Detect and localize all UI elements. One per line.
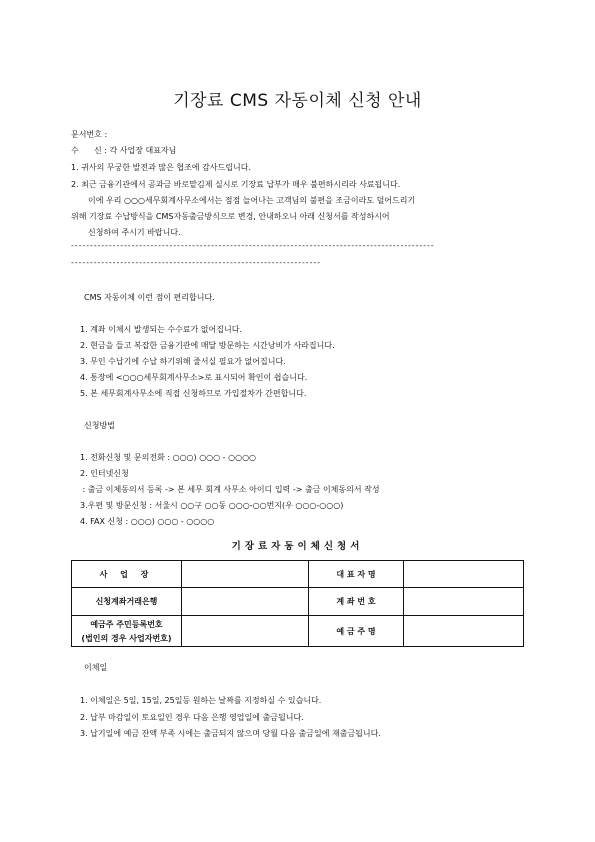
benefit-item: 4. 통장에 <○○○세무회계사무소>로 표시되어 확인이 쉽습니다. [80,373,308,382]
method-heading: 신청방법 [84,421,115,430]
holder-field[interactable] [404,616,524,647]
id-number-field[interactable] [182,616,309,647]
benefit-item: 3. 무인 수납기에 수납 하기위해 줄서실 필요가 없어집니다. [80,357,286,366]
business-field[interactable] [182,561,309,588]
dashed-separator-1: ------------------------------------------------------------------------------------------------ [71,241,435,250]
benefit-item: 2. 현금을 들고 복잡한 금융기관에 매달 방문하는 시간낭비가 사라집니다. [80,341,335,350]
account-label: 계 좌 번 호 [309,588,404,616]
transfer-heading: 이체일 [84,663,108,672]
id-number-label-line2: (법인의 경우 사업자번호) [81,633,172,643]
benefit-item: 1. 계좌 이체시 발생되는 수수료가 없어집니다. [80,325,242,334]
id-number-label-line1: 예금주 주민등록번호 [90,619,163,629]
method-item: 3.우편 및 방문신청 : 서울시 ○○구 ○○동 ○○○-○○번지(우 ○○○-○○○) [80,501,344,510]
method-item: 4. FAX 신청 : ○○○) ○○○ - ○○○○ [80,517,215,526]
representative-label: 대 표 자 명 [309,561,404,588]
paragraph-5: 신청하여 주시기 바랍니다. [88,228,181,237]
dashed-separator-2: ------------------------------------------------------------------ [71,258,321,267]
paragraph-2: 2. 최근 금융기관에서 공과금 바로맡김제 실시로 기장료 납부가 매우 불편하시리라 사료됩니다. [71,180,401,189]
business-label: 사 업 장 [72,561,182,588]
recipient: 수 신 : 각 사업장 대표자님 [71,146,177,155]
holder-label: 예 금 주 명 [309,616,404,647]
application-form-table [71,560,524,647]
paragraph-1: 1. 귀사의 무궁한 발전과 많은 협조에 감사드립니다. [71,163,251,172]
document-title: 기장료 CMS 자동이체 신청 안내 [173,91,422,111]
transfer-item: 3. 납기일에 예금 잔액 부족 시에는 출금되지 않으며 당월 다음 출금일에 재출금됩니다. [80,729,381,738]
benefits-heading: CMS 자동이체 이런 점이 편리합니다. [84,293,215,302]
method-item: 2. 인터넷신청 [80,469,129,478]
representative-field[interactable] [404,561,524,588]
id-number-label [72,616,182,647]
method-item: : 출금 이체동의서 등록 -> 본 세무 회계 사무소 아이디 입력 -> 출금 이체동의서 작성 [80,485,380,494]
paragraph-3: 이에 우리 ○○○세무회계사무소에서는 점점 늘어나는 고객님의 불편을 조금이라도 덜어드리기 [88,196,416,205]
benefit-item: 5. 본 세무회계사무소에 직접 신청하므로 가입절차가 간편합니다. [80,389,307,398]
transfer-item: 2. 납부 마감일이 토요일인 경우 다음 은행 영업일에 출금됩니다. [80,713,304,722]
transfer-item: 1. 이체일은 5일, 15일, 25일등 원하는 날짜를 지정하실 수 있습니다. [80,696,322,705]
paragraph-4: 위해 기장료 수납방식을 CMS자동출금방식으로 변경, 안내하오니 아래 신청서를 작성하시어 [71,212,390,221]
doc-number: 문서번호 : [71,130,108,139]
account-field[interactable] [404,588,524,616]
method-item: 1. 전화신청 및 문의전화 : ○○○) ○○○ - ○○○○ [80,453,257,462]
bank-label: 신청계좌거래은행 [72,588,182,616]
bank-field[interactable] [182,588,309,616]
form-title: 기장료자동이체신청서 [231,541,364,552]
